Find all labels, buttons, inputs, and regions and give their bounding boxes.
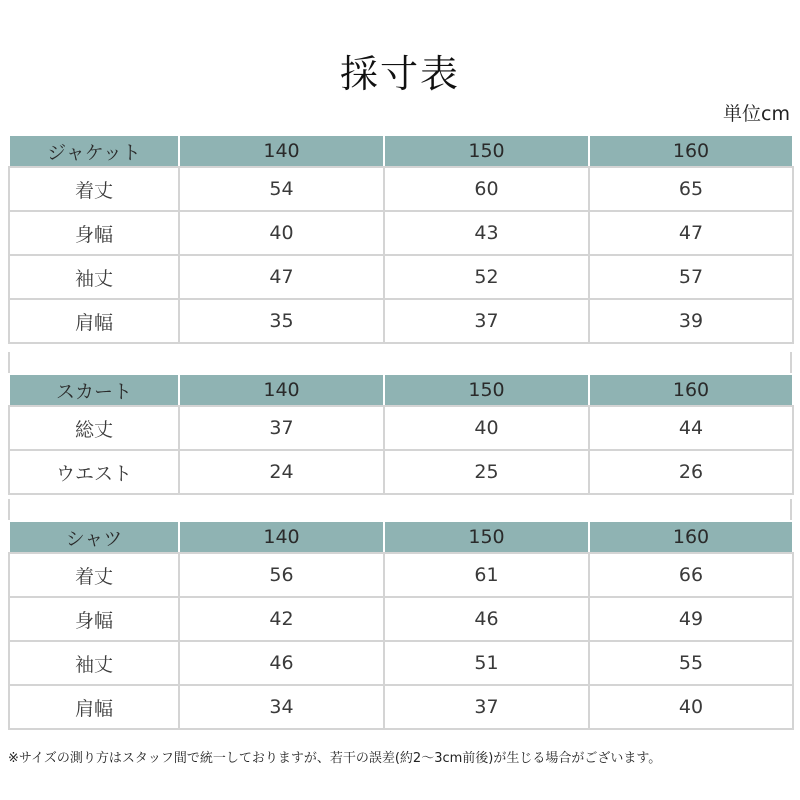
value-cell: 42	[179, 597, 384, 641]
measurement-label-cell: ウエスト	[9, 450, 179, 494]
measurement-label-cell: 着丈	[9, 167, 179, 211]
measurement-label-cell: 身幅	[9, 597, 179, 641]
value-cell: 65	[589, 167, 793, 211]
value-cell: 37	[384, 685, 589, 729]
table-header-row	[9, 374, 793, 406]
value-cell: 51	[384, 641, 589, 685]
table-gap	[8, 499, 792, 521]
value-cell: 34	[179, 685, 384, 729]
value-cell: 40	[589, 685, 793, 729]
table-row	[9, 167, 793, 211]
measurement-label-cell: 着丈	[9, 553, 179, 597]
page-title: 採寸表	[339, 52, 460, 96]
table-row	[9, 211, 793, 255]
value-cell: 61	[384, 553, 589, 597]
value-cell: 43	[384, 211, 589, 255]
value-cell: 37	[179, 406, 384, 450]
value-cell: 60	[384, 167, 589, 211]
value-cell: 35	[179, 299, 384, 343]
value-cell: 39	[589, 299, 793, 343]
value-cell: 56	[179, 553, 384, 597]
garment-name-cell: ジャケット	[9, 135, 179, 167]
value-cell: 40	[384, 406, 589, 450]
table-row	[9, 406, 793, 450]
table-row	[9, 685, 793, 729]
value-cell: 25	[384, 450, 589, 494]
table-gap	[8, 352, 792, 374]
measurement-label-cell: 身幅	[9, 211, 179, 255]
size-header-cell: 160	[589, 374, 793, 406]
value-cell: 46	[384, 597, 589, 641]
measurement-label-cell: 袖丈	[9, 255, 179, 299]
garment-name-cell: スカート	[9, 374, 179, 406]
size-header-cell: 150	[384, 374, 589, 406]
measurement-label-cell: 袖丈	[9, 641, 179, 685]
value-cell: 47	[589, 211, 793, 255]
table-row	[9, 597, 793, 641]
value-cell: 24	[179, 450, 384, 494]
size-header-cell: 150	[384, 135, 589, 167]
size-header-cell: 160	[589, 135, 793, 167]
value-cell: 47	[179, 255, 384, 299]
table-row	[9, 450, 793, 494]
garment-name-cell: シャツ	[9, 521, 179, 553]
size-header-cell: 150	[384, 521, 589, 553]
table-row	[9, 299, 793, 343]
value-cell: 57	[589, 255, 793, 299]
value-cell: 66	[589, 553, 793, 597]
value-cell: 44	[589, 406, 793, 450]
shirt-size-table	[8, 520, 794, 730]
unit-label: 単位cm	[723, 103, 790, 125]
table-row	[9, 255, 793, 299]
table-row	[9, 553, 793, 597]
jacket-size-table	[8, 134, 794, 344]
value-cell: 46	[179, 641, 384, 685]
measurement-label-cell: 肩幅	[9, 299, 179, 343]
measurement-label-cell: 総丈	[9, 406, 179, 450]
value-cell: 26	[589, 450, 793, 494]
measurement-note: ※サイズの測り方はスタッフ間で統一しておりますが、若干の誤差(約2〜3cm前後)が生じる場合がございます。	[8, 751, 662, 766]
value-cell: 37	[384, 299, 589, 343]
measurement-label-cell: 肩幅	[9, 685, 179, 729]
skirt-size-table	[8, 373, 794, 495]
table-header-row	[9, 521, 793, 553]
value-cell: 54	[179, 167, 384, 211]
value-cell: 52	[384, 255, 589, 299]
size-header-cell: 140	[179, 521, 384, 553]
size-header-cell: 140	[179, 135, 384, 167]
value-cell: 49	[589, 597, 793, 641]
value-cell: 40	[179, 211, 384, 255]
table-header-row	[9, 135, 793, 167]
value-cell: 55	[589, 641, 793, 685]
size-header-cell: 160	[589, 521, 793, 553]
size-header-cell: 140	[179, 374, 384, 406]
table-row	[9, 641, 793, 685]
